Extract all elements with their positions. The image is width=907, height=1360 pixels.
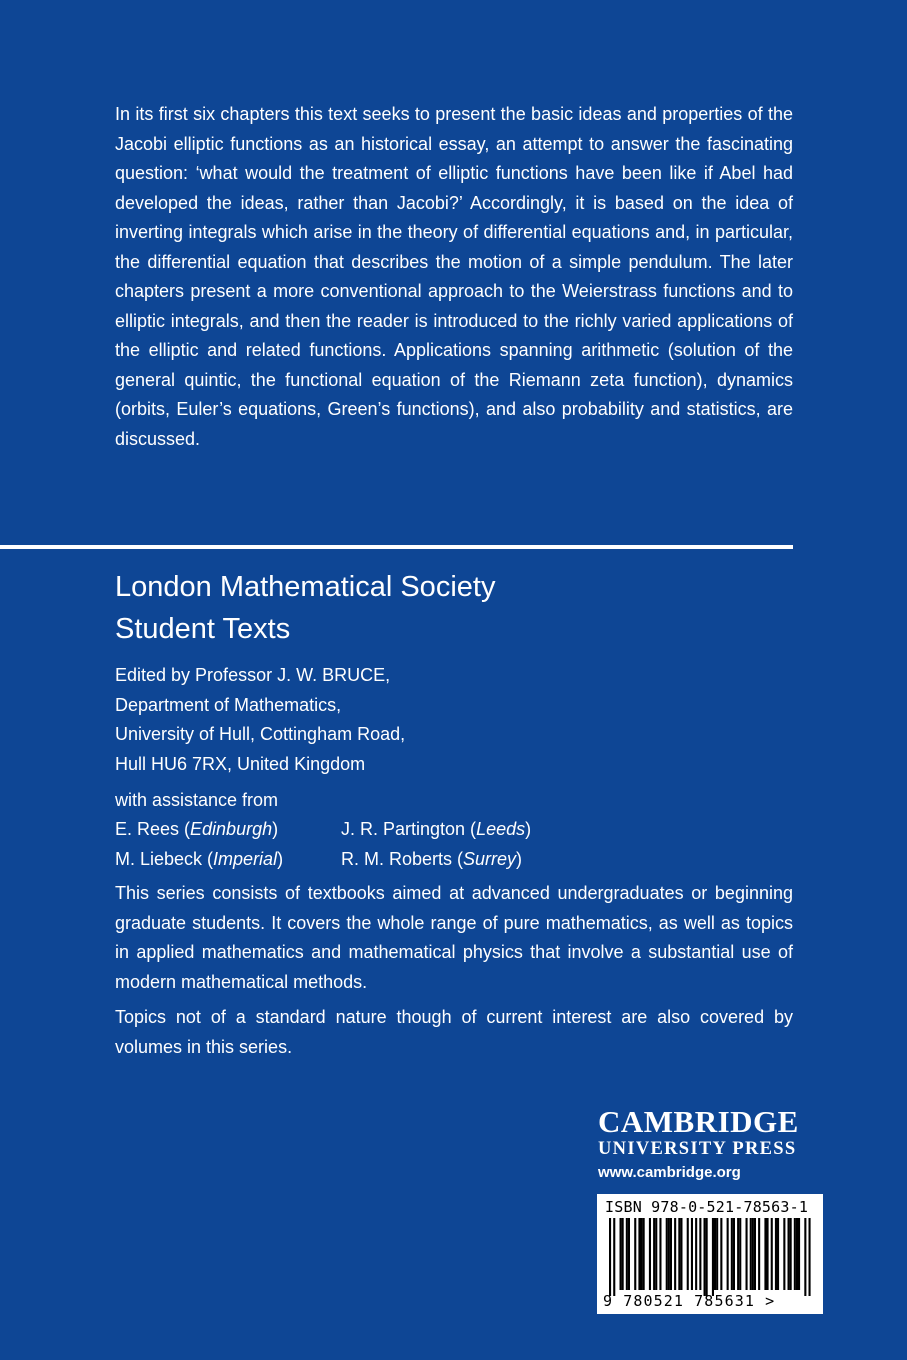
barcode-bar xyxy=(767,1218,769,1290)
barcode-bar xyxy=(746,1218,748,1290)
barcode-bar xyxy=(678,1218,680,1290)
publisher-url: www.cambridge.org xyxy=(598,1164,741,1181)
barcode-bar xyxy=(783,1218,785,1290)
barcode-bar xyxy=(712,1218,714,1296)
barcode-bar xyxy=(622,1218,624,1290)
barcode-bar xyxy=(798,1218,800,1290)
series-title-line-1: London Mathematical Society xyxy=(115,571,496,603)
barcode-bar xyxy=(655,1218,657,1290)
barcode-bar xyxy=(727,1218,729,1290)
barcode-bar xyxy=(754,1218,756,1290)
series-description: This series consists of textbooks aimed at advanced undergraduates or beginning graduate students. It covers the whole range of pure mathematics, as well as topics in applied mathematics and mathematical physics that involve a substantial use of modern mathematical methods. xyxy=(115,883,793,992)
barcode-bar xyxy=(794,1218,796,1290)
barcode-bar xyxy=(626,1218,628,1290)
series-title xyxy=(115,566,715,650)
barcode-digits: 9 780521 785631 > xyxy=(603,1292,776,1310)
barcode-bar xyxy=(758,1218,760,1290)
barcode-bar xyxy=(706,1218,708,1296)
barcode-bar xyxy=(638,1218,640,1290)
barcode-bar xyxy=(653,1218,655,1290)
barcode-bar xyxy=(628,1218,630,1290)
barcode-bar xyxy=(804,1218,806,1296)
barcode-bar xyxy=(609,1218,611,1296)
series-title-line-2: Student Texts xyxy=(115,613,291,645)
editor-line: Hull HU6 7RX, United Kingdom xyxy=(115,753,366,774)
barcode-bar xyxy=(687,1218,689,1290)
barcode-bar xyxy=(752,1218,754,1290)
barcode-bar xyxy=(716,1218,718,1290)
barcode-bar xyxy=(668,1218,670,1290)
assistants-row xyxy=(115,845,715,875)
editor-line: University of Hull, Cottingham Road, xyxy=(115,724,406,744)
assistant-entry: M. Liebeck (Imperial) xyxy=(115,848,284,869)
barcode-bar xyxy=(809,1218,811,1296)
barcode-bar xyxy=(649,1218,651,1290)
barcode-bar xyxy=(731,1218,733,1290)
barcode-bar xyxy=(704,1218,706,1296)
divider-rule xyxy=(0,545,793,549)
barcode-bar xyxy=(739,1218,741,1290)
barcode-bar xyxy=(620,1218,622,1290)
barcode-bar xyxy=(775,1218,777,1290)
barcode-bar xyxy=(699,1218,701,1290)
barcode-bar xyxy=(691,1218,693,1290)
barcode-bar xyxy=(634,1218,636,1290)
editor-line: Department of Mathematics, xyxy=(115,694,342,715)
barcode-bar xyxy=(733,1218,735,1290)
barcode-bar xyxy=(764,1218,766,1290)
barcode-bar xyxy=(714,1218,716,1290)
barcode-bar xyxy=(737,1218,739,1290)
barcode-bar xyxy=(643,1218,645,1290)
editor-block xyxy=(115,661,615,779)
assistants-row xyxy=(115,815,715,845)
editor-line: Edited by Professor J. W. BRUCE, xyxy=(115,665,391,685)
blurb-text: In its first six chapters this text seeks to present the basic ideas and properties of the Jacobi elliptic functions as an historical essay, an attempt to answer the fascinating question: ‘what would the treatment of elliptic functions have been like if Abel had developed the ideas, rather than Jacobi?’ Accordingly, it is based on the idea of inverting integrals which arise in the theory of differential equations and, in particular, the differential equation that describes the motion of a simple pendulum. The later chapters present a more conventional approach to the Weierstrass functions and to elliptic integrals, and then the reader is introduced to the richly varied applications of the elliptic and related functions. Applications spanning arithmetic (solution of the general quintic, the functional equation of the Riemann zeta function), dynamics (orbits, Euler’s equations, Green’s functions), and also probability and statistics, are discussed. xyxy=(115,104,793,449)
barcode-bar xyxy=(641,1218,643,1290)
barcode-bar xyxy=(680,1218,682,1290)
publisher-name: CAMBRIDGE xyxy=(598,1104,799,1139)
barcode-bar xyxy=(674,1218,676,1290)
barcode-bar xyxy=(750,1218,752,1290)
series-topics-note: Topics not of a standard nature though of current interest are also covered by volumes in this series. xyxy=(115,1007,793,1057)
barcode-bar xyxy=(666,1218,668,1290)
assistants-list xyxy=(115,815,715,874)
barcode-bar xyxy=(659,1218,661,1290)
assistant-entry: E. Rees (Edinburgh) xyxy=(115,819,279,839)
barcode xyxy=(597,1194,823,1314)
barcode-bar xyxy=(796,1218,798,1290)
barcode-bar xyxy=(771,1218,773,1290)
barcode-bar xyxy=(613,1218,615,1296)
barcode-bar xyxy=(777,1218,779,1290)
publisher-logo xyxy=(598,1105,824,1184)
assistant-entry: R. M. Roberts (Surrey) xyxy=(341,848,523,869)
barcode-bar xyxy=(788,1218,790,1290)
barcode-bar xyxy=(670,1218,672,1290)
isbn-label: ISBN 978-0-521-78563-1 xyxy=(605,1198,809,1216)
barcode-bar xyxy=(720,1218,722,1290)
assistant-entry: J. R. Partington (Leeds) xyxy=(341,819,532,839)
barcode-bar xyxy=(695,1218,697,1290)
publisher-subtitle: UNIVERSITY PRESS xyxy=(598,1139,797,1159)
barcode-bar xyxy=(790,1218,792,1290)
assistance-label: with assistance from xyxy=(115,790,279,810)
